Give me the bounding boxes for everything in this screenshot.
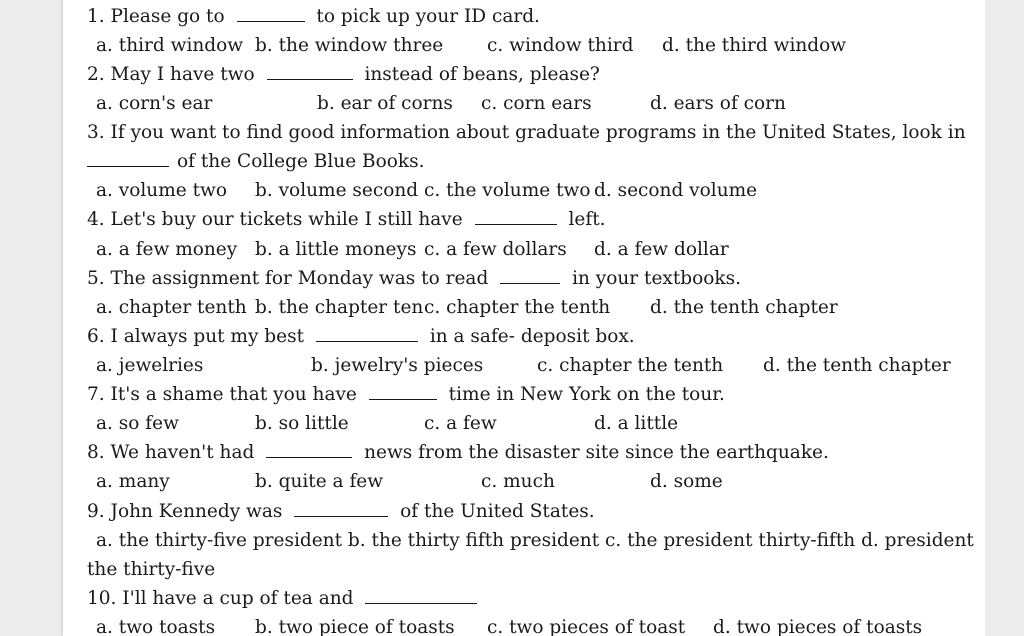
question-stem-text: news from the disaster site since the earthquake. <box>364 442 829 463</box>
question-5-stem <box>87 268 741 290</box>
option-c: c. a few dollars <box>424 239 567 260</box>
question-stem-text: left. <box>568 209 606 230</box>
option-b: b. the window three <box>255 35 444 56</box>
option-c: c. the volume two <box>424 180 591 201</box>
option-d: d. a few dollar <box>594 239 729 260</box>
option-d: d. two pieces of toasts <box>713 617 923 636</box>
question-stem-text: 4. Let's buy our tickets while I still have <box>87 209 463 230</box>
question-stem-text: 7. It's a shame that you have <box>87 384 357 405</box>
question-stem-text: 2. May I have two <box>87 64 255 85</box>
question-1-stem <box>87 6 540 28</box>
option-d: d. the tenth chapter <box>650 297 838 318</box>
option-a: a. corn's ear <box>96 93 213 114</box>
question-6-stem <box>87 326 635 348</box>
option-a: a. jewelries <box>96 355 204 376</box>
option-b: b. quite a few <box>255 471 384 492</box>
option-d: d. a little <box>594 413 679 434</box>
question-3-stem: 3. If you want to find good information about graduate programs in the United States, look in <box>87 122 966 143</box>
question-7-stem <box>87 384 725 406</box>
option-c: c. corn ears <box>481 93 592 114</box>
option-b: b. jewelry's pieces <box>311 355 484 376</box>
question-9-options-cont: the thirty-five <box>87 559 216 580</box>
option-a: a. a few money <box>96 239 238 260</box>
option-b: b. ear of corns <box>317 93 453 114</box>
question-2-stem <box>87 64 600 86</box>
question-3-stem-cont <box>87 151 425 173</box>
question-10-stem <box>87 588 477 610</box>
answer-blank <box>369 384 437 400</box>
option-b: b. two piece of toasts <box>255 617 455 636</box>
answer-blank <box>294 501 388 517</box>
answer-blank <box>500 268 560 284</box>
right-margin-strip <box>985 0 1024 636</box>
option-a: a. many <box>96 471 170 492</box>
option-d: d. the tenth chapter <box>763 355 951 376</box>
option-c: c. chapter the tenth <box>537 355 724 376</box>
option-a: a. two toasts <box>96 617 216 636</box>
question-stem-text: 5. The assignment for Monday was to read <box>87 268 489 289</box>
option-b: b. the chapter ten <box>255 297 424 318</box>
option-d: d. second volume <box>594 180 758 201</box>
question-9-options: a. the thirty-five president b. the thirty fifth president c. the president thirty-fifth d. president <box>96 530 974 551</box>
option-c: c. two pieces of toast <box>487 617 686 636</box>
question-4-stem <box>87 209 606 231</box>
option-d: d. some <box>650 471 723 492</box>
answer-blank <box>237 6 305 22</box>
answer-blank <box>365 588 477 604</box>
question-stem-text: 8. We haven't had <box>87 442 255 463</box>
answer-blank <box>266 442 352 458</box>
option-c: c. a few <box>424 413 497 434</box>
question-stem-text: 10. I'll have a cup of tea and <box>87 588 354 609</box>
option-c: c. much <box>481 471 555 492</box>
answer-blank <box>316 326 418 342</box>
option-a: a. chapter tenth <box>96 297 247 318</box>
option-a: a. volume two <box>96 180 227 201</box>
question-8-stem <box>87 442 829 464</box>
question-stem-text: in your textbooks. <box>572 268 741 289</box>
option-d: d. ears of corn <box>650 93 786 114</box>
question-stem-text: 1. Please go to <box>87 6 225 27</box>
question-stem-text: 6. I always put my best <box>87 326 305 347</box>
question-9-stem <box>87 501 595 523</box>
question-stem-text: time in New York on the tour. <box>448 384 725 405</box>
document-page <box>63 0 985 636</box>
option-a: a. third window <box>96 35 244 56</box>
question-stem-text: of the College Blue Books. <box>177 151 425 172</box>
option-c: c. chapter the tenth <box>424 297 611 318</box>
option-a: a. so few <box>96 413 179 434</box>
answer-blank <box>267 64 353 80</box>
option-b: b. a little moneys <box>255 239 417 260</box>
question-stem-text: instead of beans, please? <box>364 64 600 85</box>
question-stem-text: 9. John Kennedy was <box>87 501 283 522</box>
option-d: d. the third window <box>662 35 847 56</box>
option-b: b. volume second <box>255 180 419 201</box>
question-stem-text: to pick up your ID card. <box>316 6 540 27</box>
option-c: c. window third <box>487 35 634 56</box>
answer-blank <box>87 151 169 167</box>
left-margin-strip <box>0 0 63 636</box>
question-stem-text: of the United States. <box>400 501 595 522</box>
option-b: b. so little <box>255 413 349 434</box>
question-stem-text: in a safe- deposit box. <box>429 326 635 347</box>
answer-blank <box>475 209 557 225</box>
